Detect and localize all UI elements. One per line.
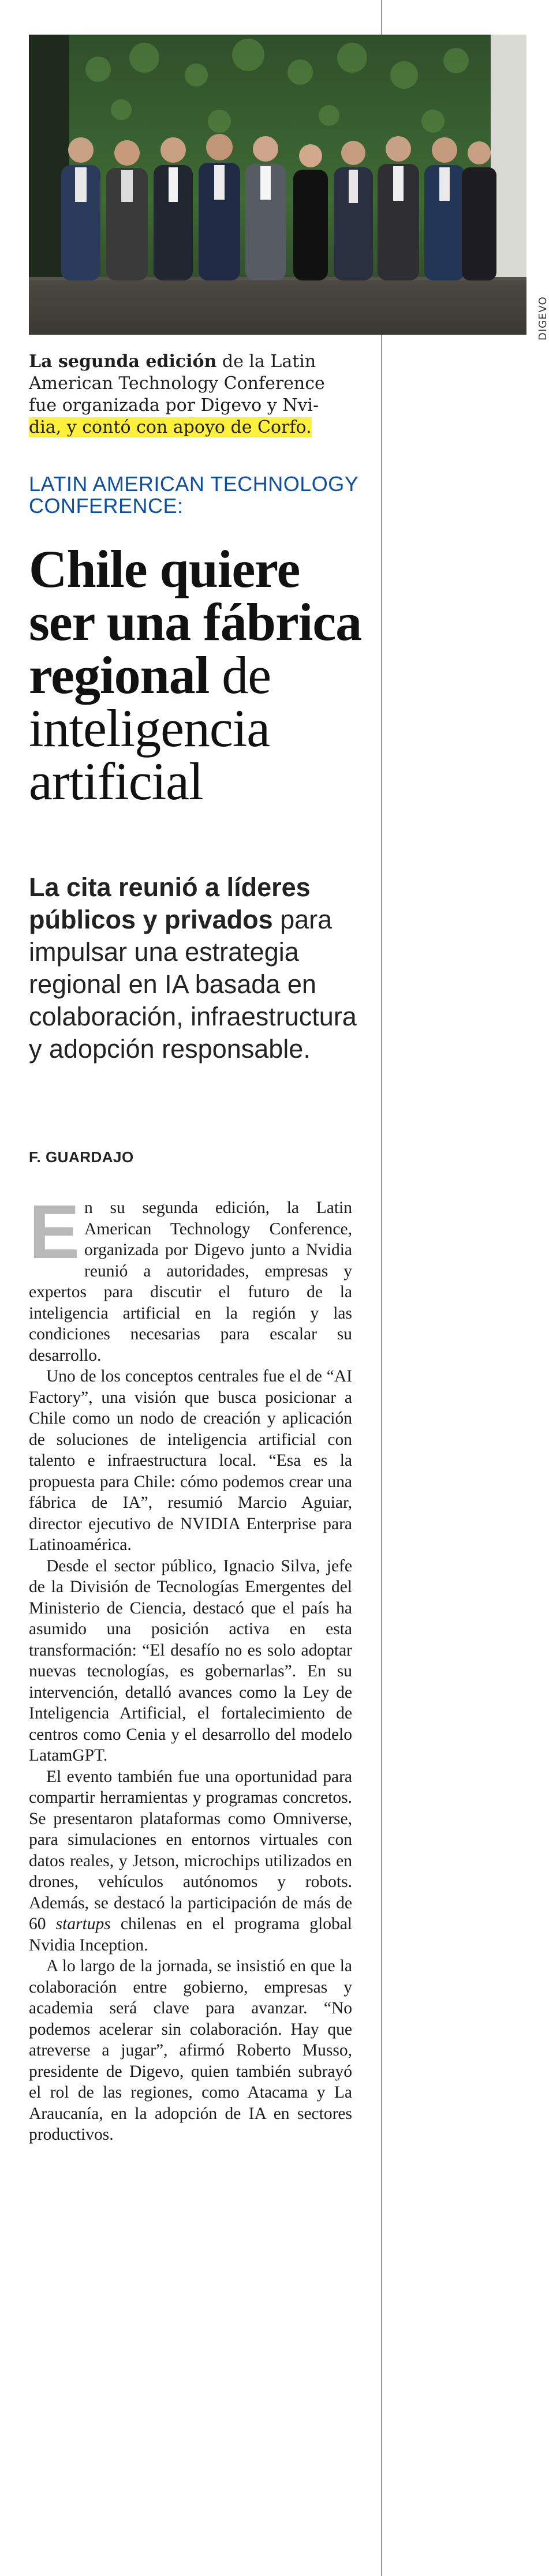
section-kicker: LATIN AMERICAN TECHNOLOGY CONFERENCE: [29,472,358,518]
subheadline-regular: para impulsar una estrategia regional en IA basada en colaboración, infraestructura y adopción responsable. [29,905,357,1064]
subheadline [29,871,375,1065]
paragraph-4-text-a: El evento también fue una oportunidad para compartir herramientas y programas concretos. Se presentaron plataformas como Omniverse, para simulaciones en entornos virtuales con datos reales, y Jetson, microchips utilizados en drones, vehículos autónomos y robots. Además, se destacó la participación de más de 60 [29,1767,352,1933]
headline-bold: Chile quiere ser una fábrica regional [29,540,362,705]
body-paragraph-3: Desde el sector público, Ignacio Silva, jefe de la División de Tecnologías Emergentes del Ministerio de Ciencia, destacó que el país ha asumido una posición activa en esta transformación: “El desafío no es solo adoptar nuevas tecnologías, es gobernarlas”. En su intervención, detalló avances como la Ley de Inteligencia Artificial, el fortalecimiento de centros como Cenia y el desarrollo del modelo LatamGPT. [29,1556,352,1765]
body-paragraph-5: A lo largo de la jornada, se insistió en que la colaboración entre gobierno, empresas y academia será clave para avanzar. “No podemos acelerar sin colaboración. Hay que atreverse a jugar”, afirmó Roberto Musso, presidente de Digevo, quien también subrayó el rol de las regiones, como Atacama y La Araucanía, en la adopción de IA en sectores productivos. [29,1957,352,2144]
drop-cap: E [29,1189,80,1274]
body-paragraph-4 [29,1766,352,1956]
paragraph-1-text: n su segunda edición, la Latin American Technology Conference, organizada por Digevo junto a Nvidia reunió a autoridades, empresas y expertos para discutir el futuro de la inteligencia artificial en la región y las condiciones necesarias para escalar su desarrollo. [29,1199,352,1365]
paragraph-4-text-b: chilenas en el programa global Nvidia Inception. [29,1915,352,1955]
byline: F. GUARDAJO [29,1148,134,1166]
headline-regular: de inteligencia artificial [29,646,271,811]
headline [29,540,375,811]
paragraph-4-emphasis: startups [55,1915,111,1933]
article-body [29,1189,352,2146]
group-photo-image [29,35,526,335]
subheadline-bold: La cita reunió a líderes públicos y privados [29,873,311,934]
column-rule [381,0,382,2576]
body-paragraph-1 [29,1189,352,1366]
caption-highlight: dia, y contó con apoyo de Corfo. [29,417,312,437]
photo-caption [29,351,352,439]
caption-text: de la Latin American Technology Conference fue organizada por Digevo y Nvi- [29,351,325,415]
article-photo [29,35,526,335]
caption-lead: La segunda edición [29,351,217,372]
photo-credit: DIGEVO [537,296,549,340]
body-paragraph-2: Uno de los conceptos centrales fue el de “AI Factory”, una visión que busca posicionar a Chile como un nodo de creación y aplicación de soluciones de inteligencia artificial con talento e infraestructura local. “Esa es la propuesta para Chile: cómo podemos crear una fábrica de IA”, resumió Marcio Aguiar, director ejecutivo de NVIDIA Enterprise para Latinoamérica. [29,1367,352,1554]
